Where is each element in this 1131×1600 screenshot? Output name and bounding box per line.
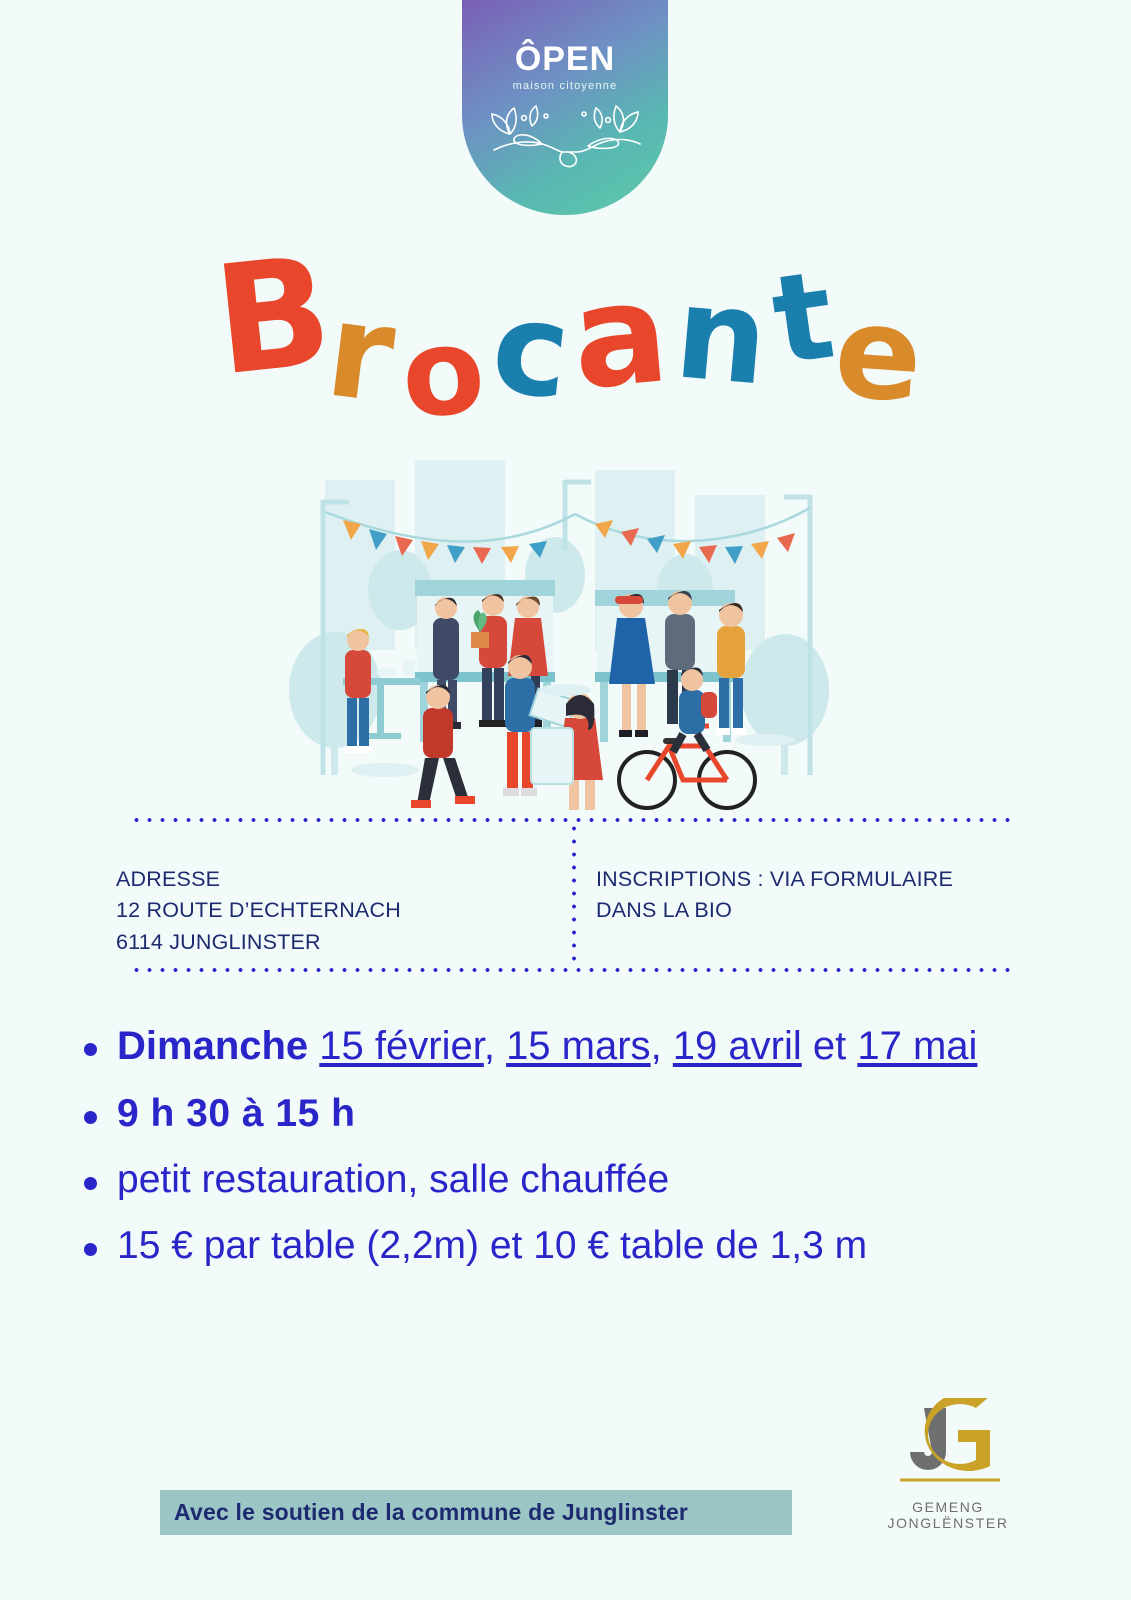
page-title: [0, 224, 1131, 446]
bullet-dot-icon: [84, 1177, 97, 1190]
bullet-dot-icon: [84, 1111, 97, 1124]
detail-date-1: 15 février: [319, 1024, 484, 1068]
flea-market-scene-illustration: [265, 440, 865, 810]
gemeng-j-mark-icon: [880, 1398, 1016, 1490]
address-line-2: 6114 JUNGLINSTER: [116, 929, 321, 954]
gemeng-logo-line-2: JONGLËNSTER: [887, 1515, 1009, 1531]
title-letter-4: c: [485, 272, 577, 429]
detail-catering: petit restauration, salle chauffée: [117, 1157, 670, 1201]
support-text: Avec le soutien de la commune de Junglinster: [174, 1499, 689, 1525]
detail-date-2: 15 mars: [506, 1024, 651, 1068]
status-badge: [160, 1490, 792, 1535]
gemeng-jonglenster-logo: [880, 1398, 1016, 1558]
address-block: [116, 864, 556, 958]
hands-with-plants-icon: [480, 88, 650, 188]
registration-line-1: INSCRIPTIONS : VIA FORMULAIRE: [596, 867, 954, 891]
gemeng-logo-line-1: GEMENG: [912, 1499, 984, 1515]
registration-line-2: DANS LA BIO: [596, 898, 733, 923]
divider-vertical: [572, 822, 576, 966]
title-letter-8: e: [829, 277, 927, 432]
divider-bottom: [130, 968, 1018, 972]
list-item: [84, 1222, 1084, 1270]
registration-block: [596, 864, 1016, 927]
title-letter-1: B: [206, 224, 339, 410]
title-letter-7: t: [764, 243, 842, 393]
open-logo-wordmark: ÔPEN: [514, 40, 616, 78]
title-letter-2: r: [319, 272, 403, 434]
detail-dates: [117, 1022, 977, 1072]
detail-date-3: 19 avril: [672, 1024, 802, 1068]
address-line-1: 12 ROUTE D’ECHTERNACH: [116, 898, 401, 923]
detail-hours: 9 h 30 à 15 h: [117, 1091, 356, 1135]
list-item: [84, 1156, 1084, 1204]
open-logo-subtitle: maison citoyenne: [512, 80, 618, 92]
open-logo-badge: [462, 0, 668, 215]
list-item: [84, 1022, 1084, 1072]
title-letter-5: a: [566, 251, 675, 422]
detail-conjunction: et: [801, 1024, 858, 1068]
bullet-dot-icon: [84, 1043, 97, 1056]
detail-sep-2: ,: [650, 1024, 673, 1068]
title-letter-6: n: [669, 258, 774, 415]
address-label: ADRESSE: [116, 867, 221, 891]
list-item: [84, 1090, 1084, 1138]
detail-pricing: 15 € par table (2,2m) et 10 € table de 1,3 m: [117, 1224, 868, 1268]
detail-day-label: Dimanche: [117, 1024, 309, 1068]
bullet-dot-icon: [84, 1243, 97, 1256]
detail-date-4: 17 mai: [857, 1024, 978, 1068]
detail-sep-1: ,: [483, 1024, 507, 1068]
title-letter-3: o: [397, 301, 490, 446]
details-list: [84, 1022, 1084, 1289]
